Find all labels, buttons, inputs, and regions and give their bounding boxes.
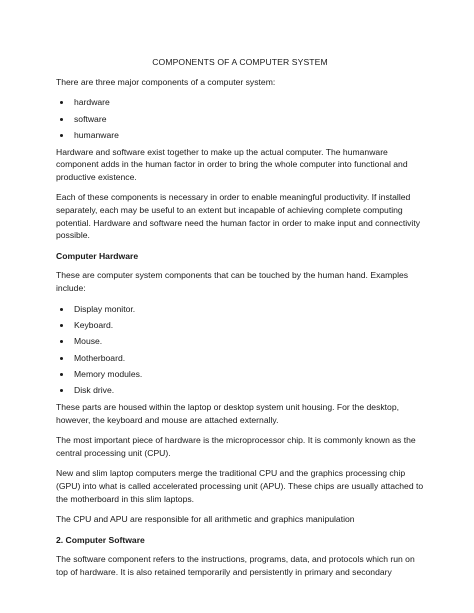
body-paragraph: New and slim laptop computers merge the traditional CPU and the graphics processing chip (GPU) into what is called accelerated processing unit (APU). These chips are usually attached to the motherboard in this slim laptops. bbox=[56, 468, 424, 504]
list-item-text: Keyboard. bbox=[74, 319, 114, 330]
bullet-icon bbox=[60, 101, 63, 104]
body-paragraph: These parts are housed within the laptop or desktop system unit housing. For the desktop, however, the keyboard and mouse are attached externally. bbox=[56, 402, 399, 425]
body-paragraph: The software component refers to the instructions, programs, data, and protocols which run on top of hardware. It is also retained temporarily and persistently in primary and secondary bbox=[56, 554, 415, 577]
components-list bbox=[56, 96, 424, 141]
list-item bbox=[56, 96, 424, 109]
list-item-text: Display monitor. bbox=[74, 303, 136, 314]
bullet-icon bbox=[60, 134, 63, 137]
list-item bbox=[56, 113, 424, 126]
page-title: COMPONENTS OF A COMPUTER SYSTEM bbox=[152, 57, 328, 67]
bullet-icon bbox=[60, 340, 63, 343]
body-paragraph: Each of these components is necessary in order to enable meaningful productivity. If installed separately, each may be useful to an extent but incapable of achieving complete computing potential. Hardware and software need the human factor in order to make input and connectivity possible. bbox=[56, 192, 421, 241]
list-item bbox=[56, 352, 424, 365]
list-item bbox=[56, 335, 424, 348]
body-paragraph: The most important piece of hardware is the microprocessor chip. It is commonly known as the central processing unit (CPU). bbox=[56, 435, 416, 458]
list-item-text: Motherboard. bbox=[74, 352, 126, 363]
hardware-examples-list bbox=[56, 303, 424, 398]
bullet-icon bbox=[60, 373, 63, 376]
section-heading-software: 2. Computer Software bbox=[56, 534, 145, 545]
list-item-text: humanware bbox=[74, 129, 119, 140]
section-heading-hardware: Computer Hardware bbox=[56, 250, 139, 261]
body-paragraph: Hardware and software exist together to make up the actual computer. The humanware component adds in the human factor in order to bring the whole computer into functional and productive existence. bbox=[56, 146, 408, 182]
bullet-icon bbox=[60, 357, 63, 360]
bullet-icon bbox=[60, 308, 63, 311]
bullet-icon bbox=[60, 389, 63, 392]
list-item-text: Mouse. bbox=[74, 336, 103, 347]
bullet-icon bbox=[60, 324, 63, 327]
list-item-text: software bbox=[74, 113, 107, 124]
bullet-icon bbox=[60, 118, 63, 121]
list-item-text: Disk drive. bbox=[74, 385, 115, 396]
body-paragraph: These are computer system components that can be touched by the human hand. Examples include: bbox=[56, 270, 409, 293]
list-item bbox=[56, 384, 424, 397]
list-item bbox=[56, 368, 424, 381]
list-item bbox=[56, 303, 424, 316]
intro-paragraph: There are three major components of a computer system: bbox=[56, 76, 276, 87]
list-item-text: Memory modules. bbox=[74, 369, 143, 380]
list-item-text: hardware bbox=[74, 97, 110, 108]
list-item bbox=[56, 129, 424, 142]
body-paragraph: The CPU and APU are responsible for all arithmetic and graphics manipulation bbox=[56, 514, 355, 525]
list-item bbox=[56, 319, 424, 332]
